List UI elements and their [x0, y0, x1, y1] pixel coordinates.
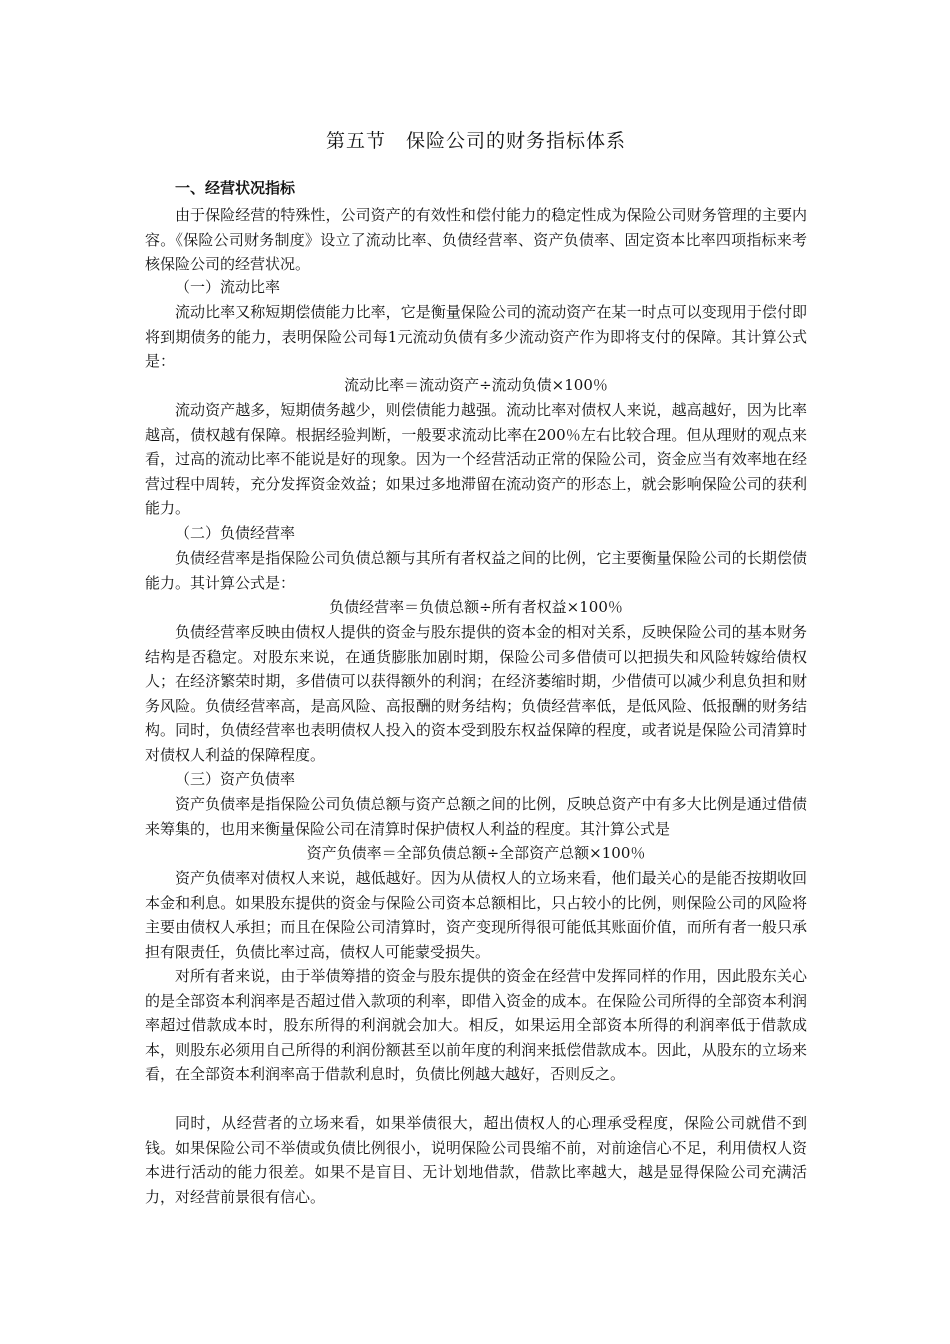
section-heading: 一、经营状况指标	[175, 179, 296, 197]
subsection-title-asset-liability-ratio: （三）资产负债率	[175, 770, 296, 788]
asset-liability-owner-view: 对所有者来说，由于举债筹措的资金与股东提供的资金在经营中发挥同样的作用，因此股东关心的是全部资本利润率是否超过借入款项的利率，即借入资金的成本。在保险公司所得的全部资本利润率超过借款成本时，股东所得的利润就会加大。相反，如果运用全部资本所得的利润率低于借款成本，则股东必须用自己所得的利润份额甚至以前年度的利润来抵偿借款成本。因此，从股东的立场来看，在全部资本利润率高于借款利息时，负债比例越大越好，否则反之。	[145, 967, 807, 1083]
asset-liability-ratio-definition: 资产负债率是指保险公司负债总额与资产总额之间的比例，反映总资产中有多大比例是通过借债来筹集的，也用来衡量保险公司在清算时保护债权人利益的程度。其汁算公式是	[145, 795, 807, 838]
asset-liability-manager-view: 同时，从经营者的立场来看，如果举债很大，超出债权人的心理承受程度，保险公司就借不到钱。如果保险公司不举债或负债比例很小，说明保险公司畏缩不前，对前途信心不足，利用债权人资本进行活动的能力很差。如果不是盲目、无计划地借款，借款比率越大，越是显得保险公司充满活力，对经营前景很有信心。	[145, 1114, 807, 1206]
asset-liability-creditor-view: 资产负债率对债权人来说，越低越好。因为从债权人的立场来看，他们最关心的是能否按期收回本金和利息。如果股东提供的资金与保险公司资本总额相比，只占较小的比例，则保险公司的风险将主要由债权人承担；而且在保险公司清算时，资产变现所得很可能低其账面价值，而所有者一般只承担有限责任，负债比率过高，债权人可能蒙受损失。	[145, 869, 807, 961]
page-title: 第五节 保险公司的财务指标体系	[325, 130, 626, 152]
debt-operating-ratio-definition: 负债经营率是指保险公司负债总额与其所有者权益之间的比例，它主要衡量保险公司的长期偿债能力。其计算公式是：	[145, 549, 807, 592]
current-ratio-definition: 流动比率又称短期偿债能力比率，它是衡量保险公司的流动资产在某一时点可以变现用于偿付即将到期债务的能力，表明保险公司每1元流动负债有多少流动资产作为即将支付的保障。其计算公式是：	[145, 303, 807, 370]
subsection-title-debt-operating-ratio: （二）负债经营率	[175, 524, 296, 542]
asset-liability-ratio-formula: 资产负债率＝全部负债总额÷全部资产总额×100％	[306, 844, 646, 862]
current-ratio-explanation: 流动资产越多，短期债务越少，则偿债能力越强。流动比率对债权人来说，越高越好，因为比率越高，债权越有保障。根据经验判断，一般要求流动比率在200％左右比较合理。但从理财的观点来看，过高的流动比率不能说是好的现象。因为一个经营活动正常的保险公司，资金应当有效率地在经营过程中周转，充分发挥资金效益；如果过多地滞留在流动资产的形态上，就会影响保险公司的获利能力。	[145, 401, 807, 517]
debt-operating-ratio-formula: 负债经营率＝负债总额÷所有者权益×100％	[329, 598, 623, 616]
current-ratio-formula: 流动比率＝流动资产÷流动负债×100％	[344, 376, 608, 394]
debt-operating-ratio-explanation: 负债经营率反映由债权人提供的资金与股东提供的资本金的相对关系，反映保险公司的基本财务结构是否稳定。对股东来说，在通货膨胀加剧时期，保险公司多借债可以把损失和风险转嫁给债权人；在经济繁荣时期，多借债可以获得额外的利润；在经济萎缩时期，少借债可以减少利息负担和财务风险。负债经营率高，是高风险、高报酬的财务结构；负债经营率低，是低风险、低报酬的财务结构。同时，负债经营率也表明债权人投入的资本受到股东权益保障的程度，或者说是保险公司清算时对债权人利益的保障程度。	[145, 623, 807, 764]
intro-paragraph: 由于保险经营的特殊性，公司资产的有效性和偿付能力的稳定性成为保险公司财务管理的主要内容。《保险公司财务制度》设立了流动比率、负债经营率、资产负债率、固定资本比率四项指标来考核保险公司的经营状况。	[145, 206, 807, 273]
subsection-title-current-ratio: （一）流动比率	[175, 278, 281, 296]
